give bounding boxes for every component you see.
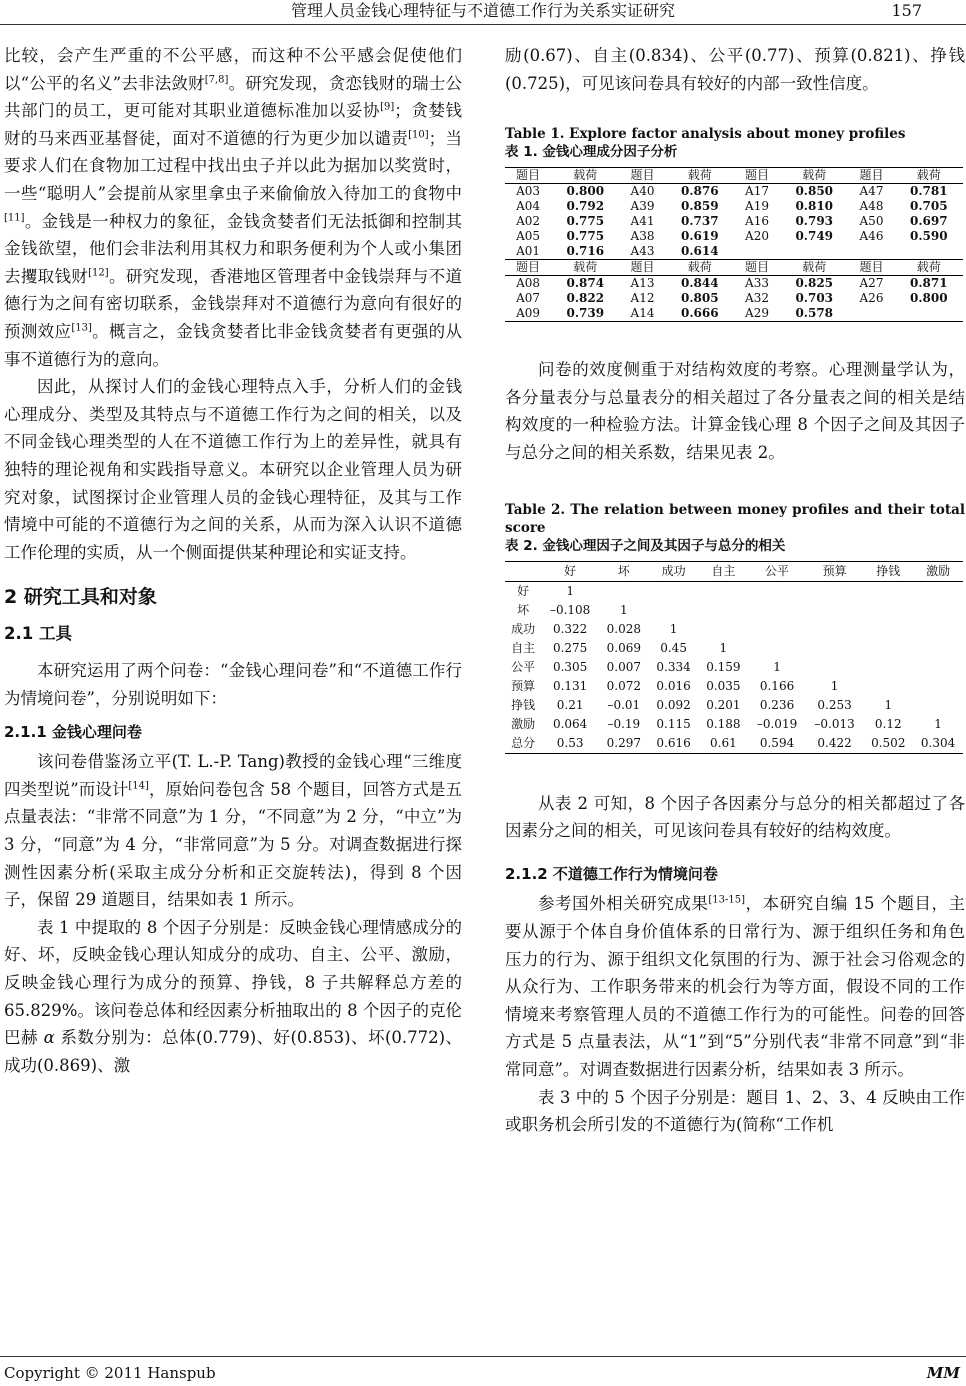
table1-header-cell: 题目 (848, 260, 894, 276)
table2-cell: 0.236 (759, 697, 795, 712)
citation: [12] (88, 267, 109, 279)
table2-cell: 0.616 (649, 734, 699, 754)
left-column (4, 42, 462, 1079)
table1-cell: 0.737 (680, 214, 719, 229)
table1-cell: 0.697 (909, 214, 948, 229)
table1-cell: 0.590 (909, 229, 948, 244)
table2-cell: 0.072 (606, 678, 641, 693)
table1-cell: A32 (745, 291, 769, 306)
table2-cell (913, 639, 963, 658)
table2-cell (748, 581, 806, 601)
table2-cell (649, 581, 699, 601)
table2-cell: 0.115 (656, 716, 691, 731)
table2-cell: 0.035 (706, 678, 741, 693)
table2-cell: 0.131 (552, 678, 588, 693)
table1-cell: 0.844 (680, 276, 719, 291)
table1-cell: A14 (619, 306, 665, 322)
table1-caption-en: Table 1. Explore factor analysis about money profiles (505, 126, 906, 143)
table1-cell: 0.703 (795, 291, 834, 306)
table2-cell: 1 (773, 659, 781, 674)
copyright: Copyright © 2011 Hanspub (4, 1364, 216, 1382)
table1-cell: A07 (516, 291, 540, 306)
table1-cell: 0.578 (780, 306, 848, 322)
header-rule (0, 24, 966, 25)
table1-cell: A50 (859, 214, 884, 229)
table2-cell (806, 620, 864, 639)
table2-cell: 1 (719, 640, 728, 655)
table2-cell: 0.064 (552, 716, 588, 731)
table2-cell: 激励 (511, 716, 536, 731)
table1-cell: A05 (516, 229, 540, 244)
table2-header-cell: 预算 (806, 561, 864, 581)
citation: [9] (380, 101, 395, 113)
table2-header-cell: 好 (541, 561, 599, 581)
table1-cell: 0.716 (566, 244, 605, 259)
table1-cell: A19 (745, 199, 769, 214)
table1-cell: 0.793 (795, 214, 834, 229)
page-number: 157 (891, 1, 922, 20)
subsubsection-heading: 2.1.1 金钱心理问卷 (4, 722, 142, 741)
table2-cell: 0.297 (599, 734, 649, 754)
table2-cell: 0.12 (874, 716, 902, 731)
table2-cell: 总分 (505, 734, 541, 754)
paragraph: 因此，从探讨人们的金钱心理特点入手，分析人们的金钱心理成分、类型及其特点与不道德工作行为之间的相关，以及不同金钱心理类型的人在不道德工作行为上的差异性，就具有独特的理论视角和实践指导意义。本研究以企业管理人员为研究对象，试图探讨企业管理人员的金钱心理特征，及其与工作情境中可能的不道德行为之间的关系，从而为深入认识不道德工作伦理的实质，从一个侧面提供某种理论和实证支持。 (4, 377, 462, 562)
table2-cell (863, 620, 913, 639)
table1-header-cell: 载荷 (895, 260, 963, 276)
table2-cell: 预算 (511, 678, 536, 693)
table1-header-cell: 载荷 (666, 260, 734, 276)
table2-cell: 0.159 (706, 659, 741, 674)
table2-cell (913, 677, 963, 696)
table2-row (505, 658, 963, 677)
table2-header-cell: 自主 (698, 561, 748, 581)
page-footer (0, 1352, 966, 1386)
journal-abbrev: MM (926, 1364, 960, 1382)
table2-cell: 0.304 (913, 734, 963, 754)
table1-cell: A09 (505, 306, 551, 322)
table2-cell (913, 601, 963, 620)
table1-cell: 0.800 (566, 184, 605, 199)
citation: [13] (71, 322, 92, 334)
citation: [11] (4, 212, 25, 224)
table1-cell: A39 (630, 199, 655, 214)
table2-cell (806, 601, 864, 620)
table2-cell (748, 601, 806, 620)
table2-cell: 1 (669, 621, 678, 636)
section-heading: 2 研究工具和对象 (4, 586, 157, 609)
table1-cell: A08 (516, 276, 540, 291)
table1-header-cell: 题目 (619, 168, 665, 184)
table2-cell (698, 581, 748, 601)
table2-cell (599, 581, 649, 601)
table1-cell: 0.749 (795, 229, 834, 244)
table1-header-cell: 题目 (734, 260, 780, 276)
right-column (505, 42, 965, 1139)
table1-cell: A43 (630, 244, 655, 259)
table1 (505, 167, 963, 322)
paragraph: 表 3 中的 5 个因子分别是：题目 1、2、3、4 反映由工作或职务机会所引发的不道德行为(简称“工作机 (505, 1087, 965, 1135)
table2-cell: 0.275 (552, 640, 588, 655)
table2-cell: 0.092 (656, 697, 691, 712)
table1-cell: 0.822 (566, 291, 605, 306)
table1-row (505, 184, 963, 200)
table1-cell: 0.871 (909, 276, 948, 291)
table1-cell: A29 (734, 306, 780, 322)
table1-cell (848, 306, 894, 322)
table2-header-cell: 公平 (748, 561, 806, 581)
table1-row (505, 199, 963, 214)
table1-cell (734, 244, 780, 260)
table2-cell: 1 (566, 583, 574, 598)
table2-cell: 0.53 (541, 734, 599, 754)
table2-cell (698, 620, 748, 639)
table2-cell: 挣钱 (511, 697, 536, 712)
table2-row (505, 715, 963, 734)
table2-header-cell (505, 561, 541, 581)
table1-cell: 0.614 (680, 244, 719, 259)
table1-row (505, 276, 963, 292)
table2-caption-zh: 表 2. 金钱心理因子之间及其因子与总分的相关 (505, 537, 786, 554)
table2-cell: 0.007 (606, 659, 641, 674)
paragraph: 励(0.67)、自主(0.834)、公平(0.77)、预算(0.821)、挣钱(0.725)，可见该问卷具有较好的内部一致性信度。 (505, 46, 965, 93)
table1-header-row (505, 168, 963, 184)
table1-cell (895, 244, 963, 260)
table1-cell: 0.850 (795, 184, 834, 199)
table1-cell: A20 (745, 229, 769, 244)
table1-header-cell: 载荷 (551, 260, 619, 276)
table1-cell: 0.810 (795, 199, 834, 214)
table2-cell: 0.334 (656, 659, 691, 674)
table1-cell: 0.825 (795, 276, 834, 291)
table2-cell: –0.019 (756, 716, 798, 731)
table1-cell (780, 244, 848, 260)
table1-cell: A46 (859, 229, 884, 244)
table2-row (505, 677, 963, 696)
table2-cell: 0.594 (748, 734, 806, 754)
table2-cell: –0.19 (607, 716, 641, 731)
table2-cell (863, 581, 913, 601)
table1-cell: A27 (859, 276, 884, 291)
table2-header-cell: 激励 (913, 561, 963, 581)
table1-row (505, 229, 963, 244)
table2-cell: 0.502 (863, 734, 913, 754)
table2-cell: 0.322 (552, 621, 588, 636)
table1-cell: 0.805 (680, 291, 719, 306)
paragraph: 问卷的效度侧重于对结构效度的考察。心理测量学认为，各分量表分与总量表分的相关超过了各分量表之间的相关是结构效度的一种检验方法。计算金钱心理 8 个因子之间及其因子与总分之间的相关系数，结果见表 2。 (505, 360, 965, 462)
paragraph: 从表 2 可知，8 个因子各因素分与总分的相关都超过了各因素分之间的相关，可见该问卷具有较好的结构效度。 (505, 793, 965, 841)
table1-cell: A26 (859, 291, 884, 306)
table1-cell: 0.666 (666, 306, 734, 322)
table2-cell (863, 658, 913, 677)
citation: [7,8] (204, 74, 229, 86)
subsection-heading: 2.1 工具 (4, 623, 72, 643)
table2-cell (806, 581, 864, 601)
table1-row (505, 244, 963, 260)
table2-header-cell: 成功 (649, 561, 699, 581)
table2-cell: 公平 (511, 659, 536, 674)
table2-cell: 1 (884, 697, 893, 712)
table1-header-cell: 载荷 (780, 260, 848, 276)
paragraph: 该问卷借鉴汤立平(T. L.-P. Tang)教授的金钱心理“三维度四类型说”而设计[14]，原始问卷包含 58 个题目，回答方式是五点量表法：“非常不同意”为 1 分，“不同意”为 2 分，“中立”为 3 分，“同意”为 4 分，“非常同意”为 5 分。对调查数据进行探测性因素分析(采取主成分分析和正交旋转法)，得到 8 个因子，保留 29 道题目，结果如表 1 所示。 (4, 752, 462, 910)
table1-cell: A04 (516, 199, 540, 214)
table2-header-row (505, 561, 963, 581)
table1-cell: 0.781 (909, 184, 948, 199)
table2-row (505, 601, 963, 620)
table1-header-cell: 载荷 (551, 168, 619, 184)
table2-header-cell: 坏 (599, 561, 649, 581)
footer-rule (0, 1356, 966, 1357)
table1-cell: 0.619 (680, 229, 719, 244)
table1-row (505, 291, 963, 306)
table1-cell (895, 306, 963, 322)
table2-cell: 0.253 (817, 697, 852, 712)
table2-cell (863, 677, 913, 696)
table1-cell: 0.739 (551, 306, 619, 322)
table1-cell: A16 (745, 214, 769, 229)
table2-cell: 0.21 (556, 697, 584, 712)
table1-cell: 0.874 (566, 276, 605, 291)
table2-cell: 0.61 (698, 734, 748, 754)
table2-cell: –0.01 (607, 697, 641, 712)
table2-cell: 1 (830, 678, 839, 693)
subsubsection-heading: 2.1.2 不道德工作行为情境问卷 (505, 864, 718, 883)
table1-header-cell: 题目 (505, 168, 551, 184)
table1-header-cell: 载荷 (895, 168, 963, 184)
table2-row (505, 734, 963, 754)
table1-cell (848, 244, 894, 260)
table1-cell: A38 (630, 229, 655, 244)
table2-cell: 自主 (511, 640, 536, 655)
paragraph: 参考国外相关研究成果[13-15]，本研究自编 15 个题目，主要从源于个体自身价值体系的日常行为、源于组织任务和角色压力的行为、源于组织文化氛围的行为、源于社会习俗观念的从众行为、工作职务带来的机会行为等方面，假设不同的工作情境来考察管理人员的不道德工作行为的可能性。问卷的回答方式是 5 点量表法，从“1”到“5”分别代表“非常不同意”到“非常同意”。对调查数据进行因素分析，结果如表 3 所示。 (505, 894, 965, 1079)
table2-cell (913, 658, 963, 677)
table2 (505, 561, 963, 754)
table2-cell: 坏 (517, 602, 530, 617)
table2-cell: 0.166 (759, 678, 795, 693)
table2-cell: 1 (934, 716, 942, 731)
citation: [13-15] (708, 894, 746, 906)
table2-cell: –0.108 (549, 602, 591, 617)
table2-cell (806, 639, 864, 658)
table1-cell: 0.775 (566, 214, 605, 229)
table2-cell (748, 639, 806, 658)
table1-cell: A47 (859, 184, 884, 199)
paragraph: 表 1 中提取的 8 个因子分别是：反映金钱心理情感成分的好、坏，反映金钱心理认知成分的成功、自主、公平、激励，反映金钱心理行为成分的预算、挣钱，8 子共解释总方差的 65.829%。该问卷总体和经因素分析抽取出的 8 个因子的克伦巴赫 α 系数分别为：总体(0.779)、好(0.853)、坏(0.772)、成功(0.869)、激 (4, 917, 462, 1075)
running-title: 管理人员金钱心理特征与不道德工作行为关系实证研究 (290, 1, 675, 20)
page-header (0, 0, 966, 26)
table2-cell (748, 620, 806, 639)
table1-header-cell: 题目 (734, 168, 780, 184)
table2-cell (863, 601, 913, 620)
table1-cell: 0.775 (566, 229, 605, 244)
table2-cell (863, 639, 913, 658)
table1-header-cell: 题目 (619, 260, 665, 276)
table1-cell: A13 (630, 276, 655, 291)
table1-cell: A12 (630, 291, 655, 306)
table1-header-cell: 题目 (505, 260, 551, 276)
citation: [10] (408, 129, 429, 141)
table2-cell: 0.069 (606, 640, 641, 655)
table1-header-cell: 载荷 (666, 168, 734, 184)
paragraph: 本研究运用了两个问卷：“金钱心理问卷”和“不道德工作行为情境问卷”，分别说明如下： (4, 661, 462, 709)
table2-cell: 成功 (511, 621, 536, 636)
table2-cell (698, 601, 748, 620)
table2-cell: 0.45 (660, 640, 687, 655)
table1-header-cell: 载荷 (780, 168, 848, 184)
table2-caption-en: Table 2. The relation between money profiles and their total score (505, 501, 965, 536)
table2-row (505, 620, 963, 639)
citation: [14] (128, 780, 149, 792)
table2-row (505, 581, 963, 601)
table2-cell (913, 581, 963, 601)
table2-row (505, 639, 963, 658)
table2-cell (649, 601, 699, 620)
table2-cell (913, 696, 963, 715)
table1-caption-zh: 表 1. 金钱心理成分因子分析 (505, 144, 678, 161)
table1-cell: A01 (516, 244, 540, 259)
table2-header-cell: 挣钱 (863, 561, 913, 581)
table1-cell: A02 (516, 214, 540, 229)
table1-cell: A41 (630, 214, 655, 229)
table1-cell: 0.859 (680, 199, 719, 214)
table2-cell: –0.013 (814, 716, 855, 731)
table2-cell (913, 620, 963, 639)
table1-cell: A40 (630, 184, 655, 199)
table1-header-cell: 题目 (848, 168, 894, 184)
table1-cell: A33 (745, 276, 769, 291)
table2-cell: 0.028 (606, 621, 641, 636)
table2-cell: 0.305 (552, 659, 588, 674)
table1-cell: A03 (516, 184, 540, 199)
table1-cell: A48 (859, 199, 884, 214)
table2-row (505, 696, 963, 715)
table2-cell (806, 658, 864, 677)
paragraph: 比较，会产生严重的不公平感，而这种不公平感会促使他们以“公平的名义”去非法敛财[7,8]。研究发现，贪恋钱财的瑞士公共部门的员工，更可能对其职业道德标准加以妥协[9]；贪婪钱财的马来西亚基督徒，面对不道德的行为更少加以谴责[10]；当要求人们在食物加工过程中找出虫子并以此为据加以奖赏时，一些“聪明人”会提前从家里拿虫子来偷偷放入待加工的食物中[11]。金钱是一种权力的象征，金钱贪婪者们无法抵御和控制其金钱欲望，他们会非法利用其权力和职务便利为个人或小集团去攫取钱财[12]。研究发现，香港地区管理者中金钱崇拜与不道德行为之间有密切联系，金钱崇拜对不道德行为意向有很好的预测效应[13]。概言之，金钱贪婪者比非金钱贪婪者有更强的从事不道德行为的意向。 (4, 46, 463, 369)
table2-cell: 0.188 (706, 716, 741, 731)
table1-row (505, 306, 963, 322)
table1-cell: A17 (745, 184, 769, 199)
table1-header-row (505, 260, 963, 276)
table2-cell: 0.422 (806, 734, 864, 754)
table2-cell: 0.016 (656, 678, 691, 693)
table2-cell: 1 (619, 602, 628, 617)
table1-cell: 0.792 (566, 199, 605, 214)
table2-cell: 好 (517, 583, 530, 598)
table2-cell: 0.201 (706, 697, 741, 712)
table1-cell: 0.705 (909, 199, 948, 214)
table1-cell: 0.800 (909, 291, 948, 306)
table1-cell: 0.876 (680, 184, 719, 199)
table1-row (505, 214, 963, 229)
